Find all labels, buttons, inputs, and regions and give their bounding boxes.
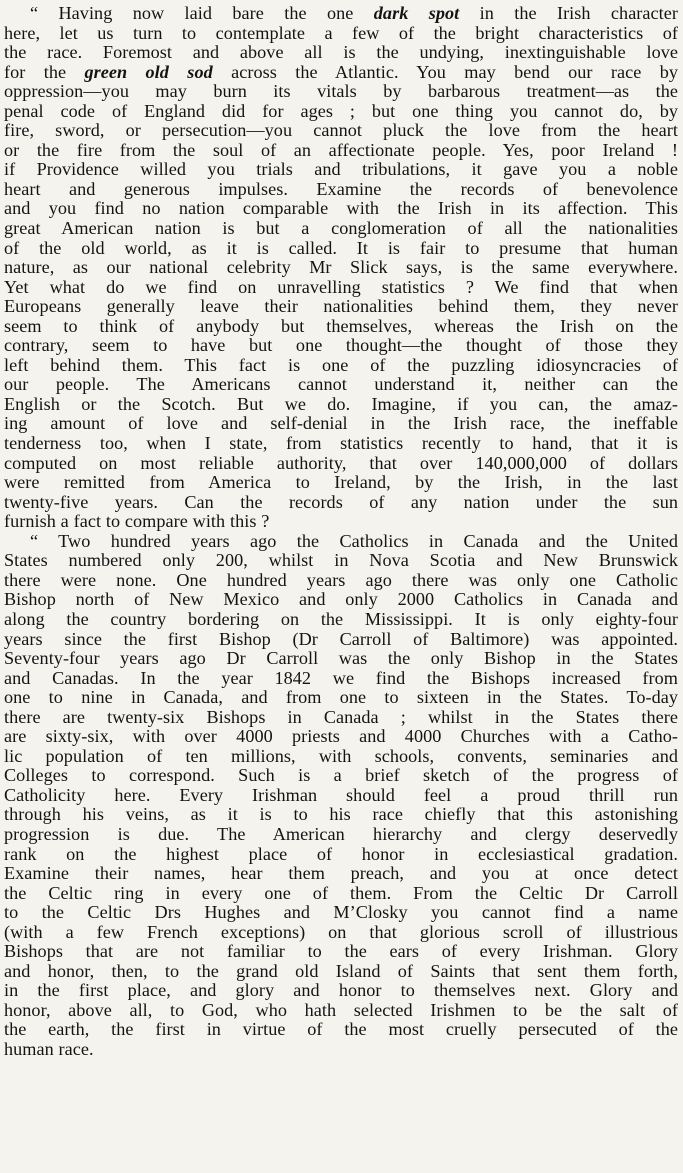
text-line: in the first place, and glory and honor to themselves next. Glory and xyxy=(4,980,678,1001)
text-line: Examine their names, hear them preach, and you at once detect xyxy=(4,863,678,884)
text-line: tenderness too, when I state, from statistics recently to hand, that it is xyxy=(4,433,678,454)
emphasis-text: dark spot xyxy=(373,3,460,23)
text-line: or the fire from the soul of an affectionate people. Yes, poor Ireland ! xyxy=(4,139,678,160)
text-line: nature, as our national celebrity Mr Slick says, is the same everywhere. xyxy=(4,257,678,278)
article-paragraph-2 xyxy=(4,532,678,1060)
text-line: Bishop north of New Mexico and only 2000 Catholics in Canada and xyxy=(4,589,678,610)
text-line: seem to think of anybody but themselves, whereas the Irish on the xyxy=(4,315,678,336)
text-line: years since the first Bishop (Dr Carroll of Baltimore) was appointed. xyxy=(4,628,678,649)
text-line: to the Celtic Drs Hughes and M’Closky you cannot find a name xyxy=(4,902,678,923)
text-line: one to nine in Canada, and from one to sixteen in the States. To-day xyxy=(4,687,678,708)
text-line: computed on most reliable authority, that over 140,000,000 of dollars xyxy=(4,452,678,473)
text-line: human race. xyxy=(4,1038,94,1059)
emphasis-text: green old sod xyxy=(84,61,213,82)
text-line: progression is due. The American hierarchy and clergy deservedly xyxy=(4,823,678,844)
text-line: Colleges to correspond. Such is a brief sketch of the progress of xyxy=(4,765,678,786)
text-line: Yet what do we find on unravelling statistics ? We find that when xyxy=(4,276,678,297)
text-line: the race. Foremost and above all is the undying, inextinguishable love xyxy=(4,42,678,63)
text-line: oppression—you may burn its vitals by barbarous treatment—as the xyxy=(4,81,678,102)
text-line: contrary, seem to have but one thought—the thought of those they xyxy=(4,335,678,356)
text-line: Bishops that are not familiar to the ears of every Irishman. Glory xyxy=(4,941,678,962)
text-line: furnish a fact to compare with this ? xyxy=(4,511,270,532)
text-line: and you find no nation comparable with the Irish in its affection. This xyxy=(4,198,678,219)
text-line: “ Having now laid bare the one dark spot in the Irish character xyxy=(30,3,678,23)
text-line: Europeans generally leave their nationalities behind them, they never xyxy=(4,296,678,317)
text-line: rank on the highest place of honor in ecclesiastical gradation. xyxy=(4,843,678,864)
text-line: the Celtic ring in every one of them. From the Celtic Dr Carroll xyxy=(4,882,678,903)
text-line: are sixty-six, with over 4000 priests and 4000 Churches with a Catho- xyxy=(4,726,678,747)
text-line: were remitted from America to Ireland, by the Irish, in the last xyxy=(4,472,678,493)
article-paragraph-1 xyxy=(4,4,678,532)
text-line: through his veins, as it is to his race chiefly that this astonishing xyxy=(4,804,678,825)
text-line: if Providence willed you trials and tribulations, it gave you a noble xyxy=(4,159,678,180)
text-line: along the country bordering on the Mississippi. It is only eighty-four xyxy=(4,608,678,629)
text-line: Seventy-four years ago Dr Carroll was the only Bishop in the States xyxy=(4,648,678,669)
text-line: for the green old sod across the Atlantic. You may bend our race by xyxy=(4,61,678,82)
text-line: (with a few French exceptions) on that glorious scroll of illustrious xyxy=(4,921,678,942)
text-line: and Canadas. In the year 1842 we find the Bishops increased from xyxy=(4,667,678,688)
text-line: twenty-five years. Can the records of any nation under the sun xyxy=(4,491,678,512)
text-line: great American nation is but a conglomeration of all the nationalities xyxy=(4,218,678,239)
text-line: ing amount of love and self-denial in the Irish race, the ineffable xyxy=(4,413,678,434)
text-line: States numbered only 200, whilst in Nova Scotia and New Brunswick xyxy=(4,550,678,571)
text-line: there were none. One hundred years ago there was only one Catholic xyxy=(4,569,678,590)
text-line: English or the Scotch. But we do. Imagine, if you can, the amaz- xyxy=(4,393,678,414)
text-line: the earth, the first in virtue of the most cruelly persecuted of the xyxy=(4,1019,678,1040)
text-line: and honor, then, to the grand old Island of Saints that sent them forth, xyxy=(4,960,678,981)
text-line: here, let us turn to contemplate a few of the bright characteristics of xyxy=(4,22,678,43)
text-line: our people. The Americans cannot understand it, neither can the xyxy=(4,374,678,395)
text-line: Catholicity here. Every Irishman should feel a proud thrill run xyxy=(4,784,678,805)
text-line: left behind them. This fact is one of the puzzling idiosyncracies of xyxy=(4,354,678,375)
text-line: there are twenty-six Bishops in Canada ; whilst in the States there xyxy=(4,706,678,727)
text-line: penal code of England did for ages ; but one thing you cannot do, by xyxy=(4,100,678,121)
text-line: heart and generous impulses. Examine the records of benevolence xyxy=(4,178,678,199)
text-line: of the old world, as it is called. It is fair to presume that human xyxy=(4,237,678,258)
text-line: honor, above all, to God, who hath selected Irishmen to be the salt of xyxy=(4,999,678,1020)
text-line: lic population of ten millions, with schools, convents, seminaries and xyxy=(4,745,678,766)
text-line: fire, sword, or persecution—you cannot pluck the love from the heart xyxy=(4,120,678,141)
text-line: “ Two hundred years ago the Catholics in Canada and the United xyxy=(30,530,678,551)
